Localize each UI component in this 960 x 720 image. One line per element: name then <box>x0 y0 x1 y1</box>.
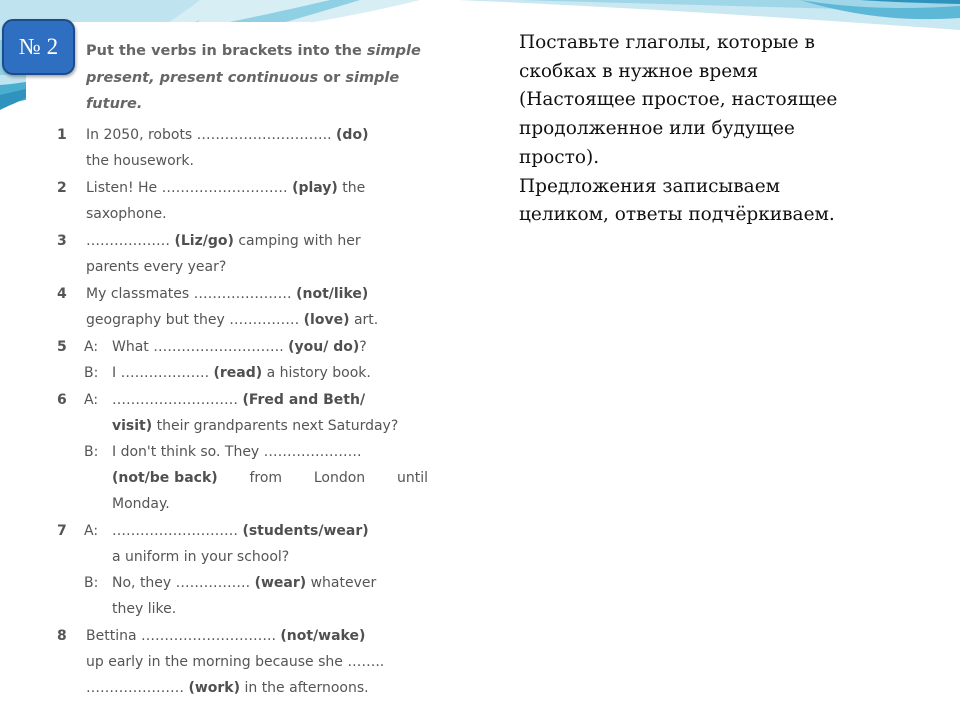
exercise-sentence <box>112 548 428 566</box>
exercise-line <box>26 254 458 280</box>
heading-text: simple <box>366 43 421 59</box>
sentence-text: the <box>337 180 366 196</box>
instruction-line: (Настоящее простое, настоящее <box>519 89 838 111</box>
instruction-line: продолженное или будущее <box>519 118 795 140</box>
exercise-line <box>26 175 458 201</box>
sentence-text: What ………………………. <box>112 339 289 355</box>
badge-label: № 2 <box>18 34 59 59</box>
verb-prompt: (not/like) <box>296 286 369 302</box>
exercise-item-number: 6 <box>57 392 67 408</box>
exercise-sentence <box>86 258 428 276</box>
dialog-speaker: A: <box>84 339 99 355</box>
exercise-line <box>26 148 458 174</box>
exercise-line <box>26 596 458 622</box>
sentence-text: ? <box>359 339 367 355</box>
sentence-text: ………………… <box>86 680 189 696</box>
worksheet-heading <box>86 38 446 118</box>
heading-text: or <box>318 69 346 86</box>
dialog-speaker: A: <box>84 392 99 408</box>
exercise-line <box>26 122 458 148</box>
sentence-text: ……………………… <box>112 392 243 408</box>
sentence-text: ……………… <box>86 233 175 249</box>
instruction-line: Поставьте глаголы, которые в <box>519 32 815 53</box>
exercise-item-number: 4 <box>57 286 67 302</box>
exercise-item-number: 7 <box>57 523 67 539</box>
exercise-line <box>26 465 458 491</box>
exercise-sentence <box>112 338 428 356</box>
verb-prompt: (love) <box>303 312 350 328</box>
sentence-text: the housework. <box>86 153 194 169</box>
verb-prompt: (students/wear) <box>242 523 369 539</box>
exercise-sentence <box>86 311 428 329</box>
exercise-sentence <box>86 653 428 671</box>
exercise-sentence <box>86 205 428 223</box>
heading-text: simple <box>345 69 400 86</box>
sentence-text: I don't think so. They ………………… <box>112 444 362 460</box>
exercise-item-number: 2 <box>57 180 67 196</box>
exercise-sentence <box>86 285 428 303</box>
sentence-text: No, they ……………. <box>112 575 255 591</box>
sentence-text: their grandparents next Saturday? <box>152 418 399 434</box>
exercise-line <box>26 360 458 386</box>
exercise-line <box>26 413 458 439</box>
exercise-sentence <box>112 417 428 435</box>
sentence-word: London <box>313 470 366 486</box>
instruction-line: целиком, ответы подчёркиваем. <box>519 204 835 226</box>
sentence-text: In 2050, robots ……………………….. <box>86 127 337 143</box>
verb-prompt: (Fred and Beth/ <box>242 392 366 408</box>
exercise-line <box>26 570 458 596</box>
sentence-text: My classmates ………………… <box>86 286 297 302</box>
exercise-sentence <box>112 364 428 382</box>
exercise-line <box>26 387 458 413</box>
heading-text: present, present continuous <box>86 69 319 86</box>
exercise-line <box>26 649 458 675</box>
exercise-line <box>26 491 458 517</box>
exercise-sentence <box>112 391 428 409</box>
verb-prompt: (wear) <box>254 575 307 591</box>
dialog-speaker: A: <box>84 523 99 539</box>
exercise-item-number: 8 <box>57 628 67 644</box>
instruction-line: скобках в нужное время <box>519 60 759 82</box>
verb-prompt: (not/wake) <box>280 628 366 644</box>
dialog-speaker: B: <box>84 365 99 381</box>
sentence-text: art. <box>349 312 379 328</box>
dialog-speaker: B: <box>84 444 99 460</box>
verb-prompt: (do) <box>336 127 369 143</box>
instructions-text <box>519 29 919 230</box>
exercise-sentence <box>86 152 428 170</box>
sentence-text: Listen! He ……………………… <box>86 180 293 196</box>
sentence-text: in the afternoons. <box>240 680 369 696</box>
exercise-sentence <box>112 600 428 618</box>
exercise-item-number: 1 <box>57 127 67 143</box>
sentence-text: up early in the morning because she …….. <box>86 654 385 670</box>
exercise-number-badge <box>2 19 75 75</box>
exercise-item-number: 3 <box>57 233 67 249</box>
verb-prompt: (not/be back) <box>112 470 218 486</box>
sentence-text: I ………………. <box>112 365 214 381</box>
sentence-text: ……………………… <box>112 523 243 539</box>
sentence-text: saxophone. <box>86 206 167 222</box>
sentence-word: until <box>396 470 428 486</box>
exercise-sentence <box>112 495 428 513</box>
exercise-line <box>26 307 458 333</box>
exercise-sentence <box>112 522 428 540</box>
exercise-sentence <box>86 627 428 645</box>
worksheet-scan <box>26 22 458 714</box>
sentence-text: camping with her <box>233 233 361 249</box>
exercise-line <box>26 518 458 544</box>
verb-prompt: (play) <box>292 180 338 196</box>
exercise-line <box>26 623 458 649</box>
sentence-text: geography but they …………… <box>86 312 304 328</box>
exercise-sentence <box>112 443 428 461</box>
verb-prompt: (read) <box>213 365 263 381</box>
verb-prompt: (you/ do) <box>288 339 360 355</box>
exercise-sentence <box>86 679 428 697</box>
sentence-text: they like. <box>112 601 177 617</box>
heading-text: future. <box>86 96 143 112</box>
exercise-line <box>26 281 458 307</box>
exercise-sentence <box>86 179 428 197</box>
heading-text: Put the verbs in brackets into the <box>86 43 367 59</box>
instruction-line: Предложения записываем <box>519 175 781 197</box>
sentence-text: parents every year? <box>86 259 227 275</box>
sentence-text: a uniform in your school? <box>112 549 290 565</box>
exercise-sentence <box>86 126 428 144</box>
verb-prompt: visit) <box>112 418 153 434</box>
exercise-item-number: 5 <box>57 339 67 355</box>
dialog-speaker: B: <box>84 575 99 591</box>
exercise-line <box>26 201 458 227</box>
exercise-sentence <box>112 574 428 592</box>
exercise-line <box>26 439 458 465</box>
exercise-line <box>26 675 458 701</box>
exercise-line <box>26 228 458 254</box>
sentence-text: a history book. <box>262 365 371 381</box>
exercise-sentence <box>112 469 428 487</box>
exercise-line <box>26 334 458 360</box>
verb-prompt: (work) <box>188 680 241 696</box>
sentence-text: Bettina ……………………….. <box>86 628 281 644</box>
instruction-line: просто). <box>519 146 600 168</box>
sentence-text: Monday. <box>112 496 170 512</box>
sentence-word: from <box>249 470 283 486</box>
exercise-line <box>26 544 458 570</box>
sentence-text: whatever <box>306 575 377 591</box>
verb-prompt: (Liz/go) <box>174 233 234 249</box>
exercise-sentence <box>86 232 428 250</box>
